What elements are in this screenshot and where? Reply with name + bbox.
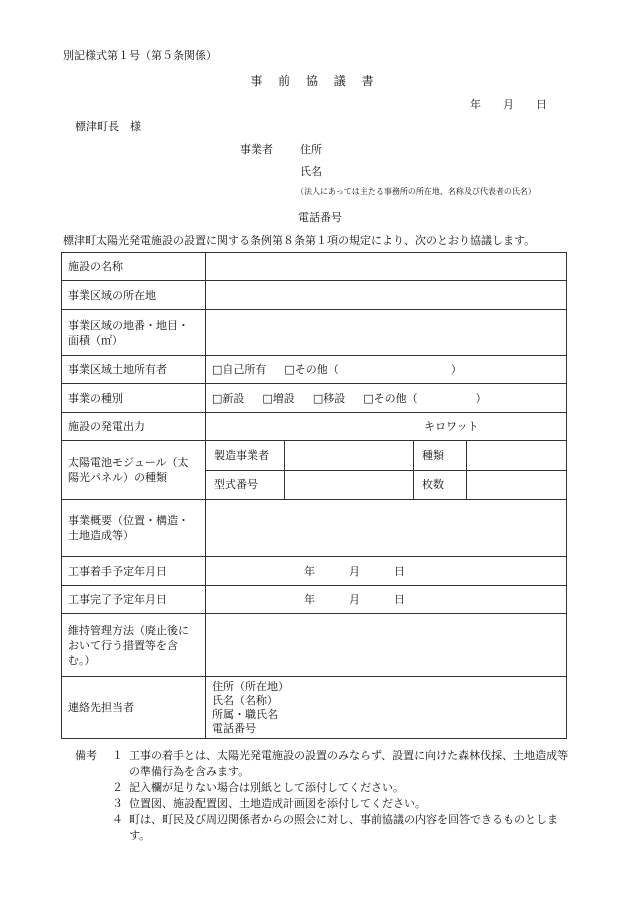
- contact-address: 住所（所在地）: [212, 679, 289, 693]
- intro-text: 標津町太陽光発電施設の設置に関する条例第８条第１項の規定により、次のとおり協議します。: [63, 234, 536, 247]
- label-parcel: 事業区域の地番・地目・面積（㎡）: [62, 310, 206, 356]
- contact-dept: 所属・職氏名: [212, 707, 278, 721]
- notes-section: [75, 748, 569, 844]
- note-text: 町は、町民及び周辺関係者からの照会に対し、事前協議の内容を回答できるものとします。: [129, 813, 558, 842]
- note-number: ２: [112, 781, 123, 794]
- application-form-table: [61, 252, 567, 739]
- label-maintenance: 維持管理方法（廃止後において行う措置等を含む。）: [62, 614, 206, 677]
- note-item: [75, 780, 569, 796]
- field-location[interactable]: [206, 281, 567, 310]
- label-output: 施設の発電出力: [62, 413, 206, 441]
- label-module-count: 枚数: [414, 471, 467, 500]
- field-module-maker[interactable]: [285, 441, 414, 470]
- field-owner[interactable]: [206, 356, 567, 384]
- label-module: 太陽電池モジュール（太陽光パネル）の種類: [62, 441, 206, 500]
- kind-other-close: ）: [475, 391, 487, 405]
- field-finish-date[interactable]: [206, 586, 567, 614]
- label-start-date: 工事着手予定年月日: [62, 557, 206, 586]
- label-overview: 事業概要（位置・構造・土地造成等）: [62, 500, 206, 557]
- label-module-model: 型式番号: [206, 471, 285, 500]
- checkbox-relocate[interactable]: □移設: [312, 391, 346, 405]
- start-month: 月: [349, 564, 360, 578]
- contact-name: 氏名（名称）: [212, 693, 278, 707]
- label-kind: 事業の種別: [62, 384, 206, 413]
- label-contact: 連絡先担当者: [62, 677, 206, 739]
- field-output[interactable]: [206, 413, 567, 441]
- notes-heading: 備考: [75, 749, 97, 762]
- form-id: 別記様式第１号（第５条関係）: [63, 49, 217, 62]
- start-year: 年: [304, 564, 315, 578]
- field-contact[interactable]: [206, 677, 567, 739]
- note-item: [75, 796, 569, 812]
- date-year: 年: [470, 98, 481, 111]
- field-module-kind[interactable]: [467, 441, 566, 470]
- label-owner: 事業区域土地所有者: [62, 356, 206, 384]
- business-phone-label: 電話番号: [298, 211, 342, 224]
- checkbox-kind-other[interactable]: □その他（: [363, 391, 418, 405]
- addressee: 標津町長 様: [75, 120, 141, 133]
- checkbox-expand[interactable]: □増設: [262, 391, 295, 405]
- checkbox-new[interactable]: □新設: [212, 391, 245, 405]
- note-number: ４: [112, 813, 123, 826]
- module-subtable: [206, 441, 567, 500]
- business-note: （法人にあっては主たる事務所の所在地、名称及び代表者の氏名）: [296, 187, 536, 196]
- start-day: 日: [394, 564, 405, 578]
- business-label: 事業者: [240, 143, 273, 156]
- field-module-count[interactable]: [467, 471, 566, 500]
- field-facility-name[interactable]: [206, 253, 567, 281]
- date-month: 月: [503, 98, 514, 111]
- field-kind[interactable]: [206, 384, 567, 413]
- checkbox-self-owned[interactable]: □自己所有: [212, 363, 267, 376]
- output-unit: キロワット: [424, 420, 479, 433]
- field-start-date[interactable]: [206, 557, 567, 586]
- owner-other-close: ）: [450, 363, 462, 376]
- finish-day: 日: [394, 593, 405, 606]
- finish-month: 月: [349, 593, 360, 606]
- checkbox-owner-other[interactable]: □その他（: [284, 363, 339, 376]
- label-finish-date: 工事完了予定年月日: [62, 586, 206, 614]
- note-number: ３: [112, 797, 123, 810]
- note-text: 位置図、施設配置図、土地造成計画図を添付してください。: [129, 797, 426, 810]
- date-line: [470, 96, 547, 112]
- business-address-label: 住所: [300, 143, 322, 156]
- label-facility-name: 施設の名称: [62, 253, 206, 281]
- date-day: 日: [536, 98, 547, 111]
- field-maintenance[interactable]: [206, 614, 567, 677]
- business-name-label: 氏名: [300, 165, 322, 178]
- field-overview[interactable]: [206, 500, 567, 557]
- note-item: [75, 748, 569, 780]
- document-title: 事 前 協 議 書: [250, 74, 380, 88]
- label-module-kind: 種類: [414, 441, 467, 470]
- note-number: １: [112, 749, 123, 762]
- note-text: 工事の着手とは、太陽光発電施設の設置のみならず、設置に向けた森林伐採、土地造成等の準備行為を含みます。: [129, 749, 569, 778]
- field-parcel[interactable]: [206, 310, 567, 356]
- finish-year: 年: [304, 593, 315, 606]
- note-item: [75, 812, 569, 844]
- label-module-maker: 製造事業者: [206, 441, 285, 470]
- field-module-model[interactable]: [285, 471, 414, 500]
- note-text: 記入欄が足りない場合は別紙として添付してください。: [129, 781, 404, 794]
- label-location: 事業区域の所在地: [62, 281, 206, 310]
- contact-phone: 電話番号: [212, 721, 256, 735]
